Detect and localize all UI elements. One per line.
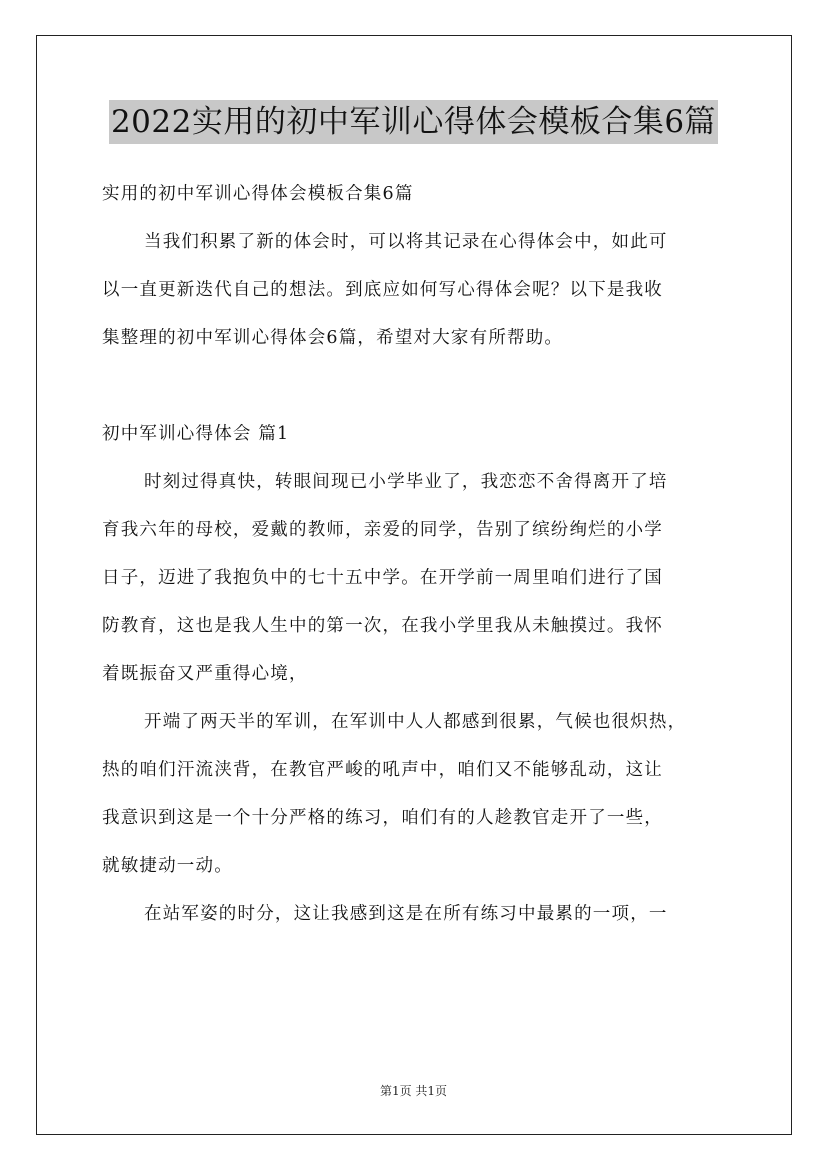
intro-line-2: 以一直更新迭代自己的想法。到底应如何写心得体会呢？以下是我收 — [102, 280, 663, 300]
para1-line-2: 育我六年的母校，爱戴的教师，亲爱的同学，告别了缤纷绚烂的小学 — [102, 520, 663, 540]
para2-line-1: 开端了两天半的军训，在军训中人人都感到很累，气候也很炽热， — [144, 712, 687, 732]
intro-line-3: 集整理的初中军训心得体会6篇，希望对大家有所帮助。 — [102, 328, 564, 348]
title-container — [0, 100, 827, 144]
para1-line-1: 时刻过得真快，转眼间现已小学毕业了，我恋恋不舍得离开了培 — [144, 472, 668, 492]
document-title: 2022实用的初中军训心得体会模板合集6篇 — [109, 100, 718, 144]
para1-line-4: 防教育，这也是我人生中的第一次，在我小学里我从未触摸过。我怀 — [102, 616, 663, 636]
section-heading: 初中军训心得体会 篇1 — [102, 424, 290, 444]
para1-line-5: 着既振奋又严重得心境， — [102, 664, 308, 684]
blank-line — [102, 362, 742, 410]
para3-line-1: 在站军姿的时分，这让我感到这是在所有练习中最累的一项，一 — [144, 904, 668, 924]
subtitle: 实用的初中军训心得体会模板合集6篇 — [102, 184, 414, 204]
para2-line-2: 热的咱们汗流浃背，在教官严峻的吼声中，咱们又不能够乱动，这让 — [102, 760, 663, 780]
intro-line-1: 当我们积累了新的体会时，可以将其记录在心得体会中，如此可 — [144, 232, 668, 252]
document-body — [102, 170, 742, 938]
para2-line-3: 我意识到这是一个十分严格的练习，咱们有的人趁教官走开了一些， — [102, 808, 663, 828]
para1-line-3: 日子，迈进了我抱负中的七十五中学。在开学前一周里咱们进行了国 — [102, 568, 663, 588]
page-footer: 第1页 共1页 — [379, 1084, 448, 1098]
para2-line-4: 就敏捷动一动。 — [102, 856, 233, 876]
